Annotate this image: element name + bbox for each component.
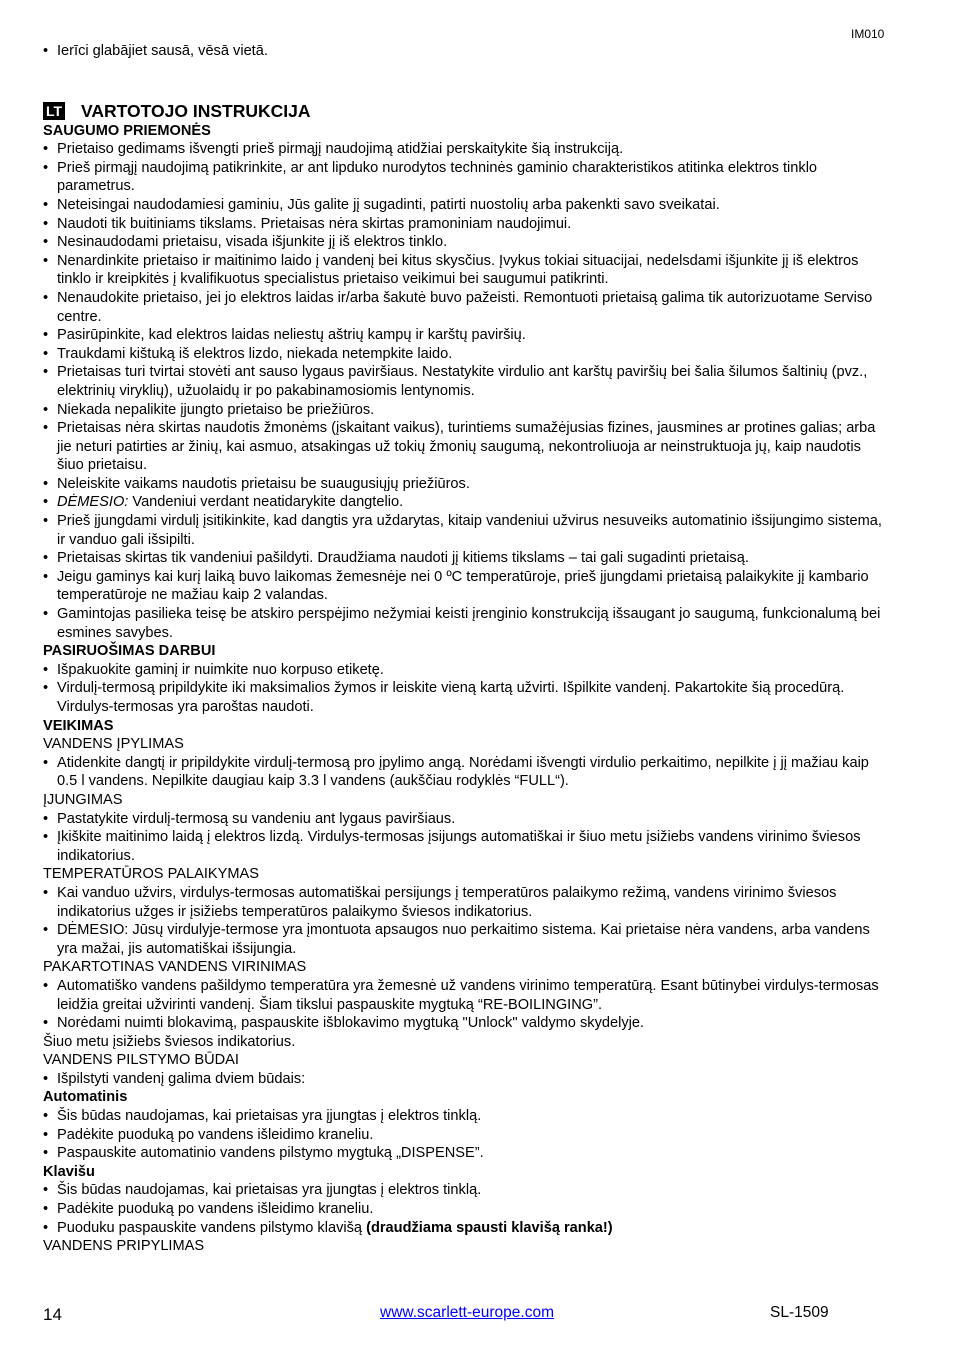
list-item: • Naudoti tik buitiniams tikslams. Prietaisas nėra skirtas pramoniniam naudojimui. <box>43 215 888 234</box>
list-item: • DĖMESIO: Jūsų virdulyje-termose yra įmontuota apsaugos nuo perkaitimo sistema. Kai prietaise nėra vandens, arba vandens yra mažai, jis automatiškai išsijungia. <box>43 921 888 958</box>
document-code: IM010 <box>851 27 885 41</box>
safety-heading: SAUGUMO PRIEMONĖS <box>43 122 211 139</box>
list-item <box>43 493 888 512</box>
attention-text: Vandeniui verdant neatidarykite dangtelio. <box>128 494 404 511</box>
language-badge: LT <box>43 102 65 120</box>
list-item: • Neleiskite vaikams naudotis prietaisu be suaugusiųjų priežiūros. <box>43 475 888 494</box>
filling-heading: VANDENS ĮPYLIMAS <box>43 736 184 753</box>
key-heading: Klavišu <box>43 1163 95 1180</box>
list-item: • Ierīci glabājiet sausā, vēsā vietā. <box>43 42 888 61</box>
reboil-note: Šiuo metu įsižiebs šviesos indikatorius. <box>43 1033 296 1050</box>
list-item: • Padėkite puoduką po vandens išleidimo kraneliu. <box>43 1126 888 1145</box>
page-title: VARTOTOJO INSTRUKCIJA <box>81 100 311 121</box>
list-item: • Gamintojas pasilieka teisę be atskiro perspėjimo nežymiai keisti įrenginio konstrukciją išsaugant jo saugumą, funkcionalumą bei esmines savybes. <box>43 605 888 642</box>
section-title <box>43 101 888 122</box>
key-warning: (draudžiama spausti klavišą ranka!) <box>366 1219 613 1236</box>
list-item: • Traukdami kištuką iš elektros lizdo, niekada netempkite laido. <box>43 345 888 364</box>
page-number: 14 <box>43 1305 62 1324</box>
preparation-heading: PASIRUOŠIMAS DARBUI <box>43 643 216 660</box>
list-item: • Išpakuokite gaminį ir nuimkite nuo korpuso etiketę. <box>43 661 888 680</box>
list-item: • Paspauskite automatinio vandens pilstymo mygtuką „DISPENSE”. <box>43 1144 888 1163</box>
list-item: • Įkiškite maitinimo laidą į elektros lizdą. Virdulys-termosas įsijungs automatiškai ir šiuo metu įsižiebs vandens virinimo šviesos indikatorius. <box>43 828 888 865</box>
reboil-heading: PAKARTOTINAS VANDENS VIRINIMAS <box>43 959 307 976</box>
list-item: • Prieš įjungdami virdulį įsitikinkite, kad dangtis yra uždarytas, kitaip vandeniui užvirus nesuveiks automatinio išsijungimo sistema, ir vanduo gali išsipilti. <box>43 512 888 549</box>
list-item: • Išpilstyti vandenį galima dviem būdais: <box>43 1070 888 1089</box>
list-item: • Šis būdas naudojamas, kai prietaisas yra įjungtas į elektros tinklą. <box>43 1107 888 1126</box>
model-number: SL-1509 <box>770 1304 829 1321</box>
list-item: • Padėkite puoduką po vandens išleidimo kraneliu. <box>43 1200 888 1219</box>
list-item: • Pastatykite virdulį-termosą su vandeniu ant lygaus paviršiaus. <box>43 810 888 829</box>
key-last-text: Puoduku paspauskite vandens pilstymo klavišą <box>57 1219 367 1236</box>
list-item: • Kai vanduo užvirs, virdulys-termosas automatiškai persijungs į temperatūros palaikymo režimą, vandens virinimo šviesos indikatorius užges ir įsižiebs temperatūros palaikymo šviesos indikatorius. <box>43 884 888 921</box>
list-item: • Prietaisas nėra skirtas naudotis žmonėms (įskaitant vaikus), turintiems sumažėjusias fizines, jausmines ar protines galias; arba jie neturi patirties ar žinių, kai asmuo, atsakingas už tokių žmonių saugumą, nekontroliuoja ar neinstruktuoja jų, kaip naudotis šiuo prietaisu. <box>43 419 888 475</box>
list-item: • Nenaudokite prietaiso, jei jo elektros laidas ir/arba šakutė buvo pažeisti. Remontuoti prietaisą galima tik autorizuotame Serviso centre. <box>43 289 888 326</box>
list-item: • Šis būdas naudojamas, kai prietaisas yra įjungtas į elektros tinklą. <box>43 1181 888 1200</box>
list-item: • Nenardinkite prietaiso ir maitinimo laido į vandenį bei kitus skysčius. Įvykus tokiai situacijai, nedelsdami išjunkite jį iš elektros tinklo ir kreipkitės į kvalifikuotus specialistus prietaiso veikimui bei saugumui patikrinti. <box>43 252 888 289</box>
attention-label: DĖMESIO: <box>57 494 129 511</box>
website-link[interactable]: www.scarlett-europe.com <box>380 1304 555 1321</box>
list-item: • Prietaiso gedimams išvengti prieš pirmąjį naudojimą atidžiai perskaitykite šią instrukciją. <box>43 140 888 159</box>
list-item: • Atidenkite dangtį ir pripildykite virdulį-termosą pro įpylimo angą. Norėdami išvengti virdulio perkaitimo, nepilkite į jį mažiau kaip 0.5 l vandens. Nepilkite daugiau kaip 3.3 l vandens (aukščiau rodyklės “FULL“). <box>43 754 888 791</box>
dispense-heading: VANDENS PILSTYMO BŪDAI <box>43 1052 239 1069</box>
list-item: • Niekada nepalikite įjungto prietaiso be priežiūros. <box>43 401 888 420</box>
refill-heading: VANDENS PRIPYLIMAS <box>43 1238 205 1255</box>
safety-list <box>43 140 888 642</box>
list-item: • Jeigu gaminys kai kurį laiką buvo laikomas žemesnėje nei 0 ºC temperatūroje, prieš įjungdami prietaisą palaikykite jį kambario temperatūroje ne mažiau kaip 2 valandas. <box>43 568 888 605</box>
instruction-body <box>43 42 888 1256</box>
operation-heading: VEIKIMAS <box>43 717 114 734</box>
switch-heading: ĮJUNGIMAS <box>43 791 123 808</box>
list-item: • Pasirūpinkite, kad elektros laidas neliestų aštrių kampų ir karštų paviršių. <box>43 326 888 345</box>
list-item: • Nesinaudodami prietaisu, visada išjunkite jį iš elektros tinklo. <box>43 233 888 252</box>
list-item: • Automatiško vandens pašildymo temperatūra yra žemesnė už vandens virinimo temperatūrą. Esant būtinybei virdulys-termosas leidžia greitai užvirinti vandenį. Šiam tikslui paspauskite mygtuką “RE-BOILINGING”. <box>43 977 888 1014</box>
list-item: • Prieš pirmąjį naudojimą patikrinkite, ar ant lipduko nurodytos techninės gaminio charakteristikos atitinka elektros tinklo parametrus. <box>43 159 888 196</box>
list-item <box>43 1219 888 1238</box>
temperature-heading: TEMPERATŪROS PALAIKYMAS <box>43 866 259 883</box>
list-item: • Prietaisas turi tvirtai stovėti ant sauso lygaus paviršiaus. Nestatykite virdulio ant karštų paviršių bei šalia šilumos šaltinių (pvz., elektrinių viryklių), užuolaidų ir po pakabinamosiomis lentynomis. <box>43 363 888 400</box>
list-item: • Norėdami nuimti blokavimą, paspauskite išblokavimo mygtuką "Unlock" valdymo skydelyje. <box>43 1014 888 1033</box>
list-item: • Virdulį-termosą pripildykite iki maksimalios žymos ir leiskite vieną kartą užvirti. Išpilkite vandenį. Pakartokite šią procedūrą. Virdulys-termosas yra paroštas naudoti. <box>43 679 888 716</box>
list-item: • Prietaisas skirtas tik vandeniui pašildyti. Draudžiama naudoti jį kitiems tikslams – tai gali sugadinti prietaisą. <box>43 549 888 568</box>
list-item: • Neteisingai naudodamiesi gaminiu, Jūs galite jį sugadinti, patirti nuostolių arba pakenkti savo sveikatai. <box>43 196 888 215</box>
auto-heading: Automatinis <box>43 1089 128 1106</box>
